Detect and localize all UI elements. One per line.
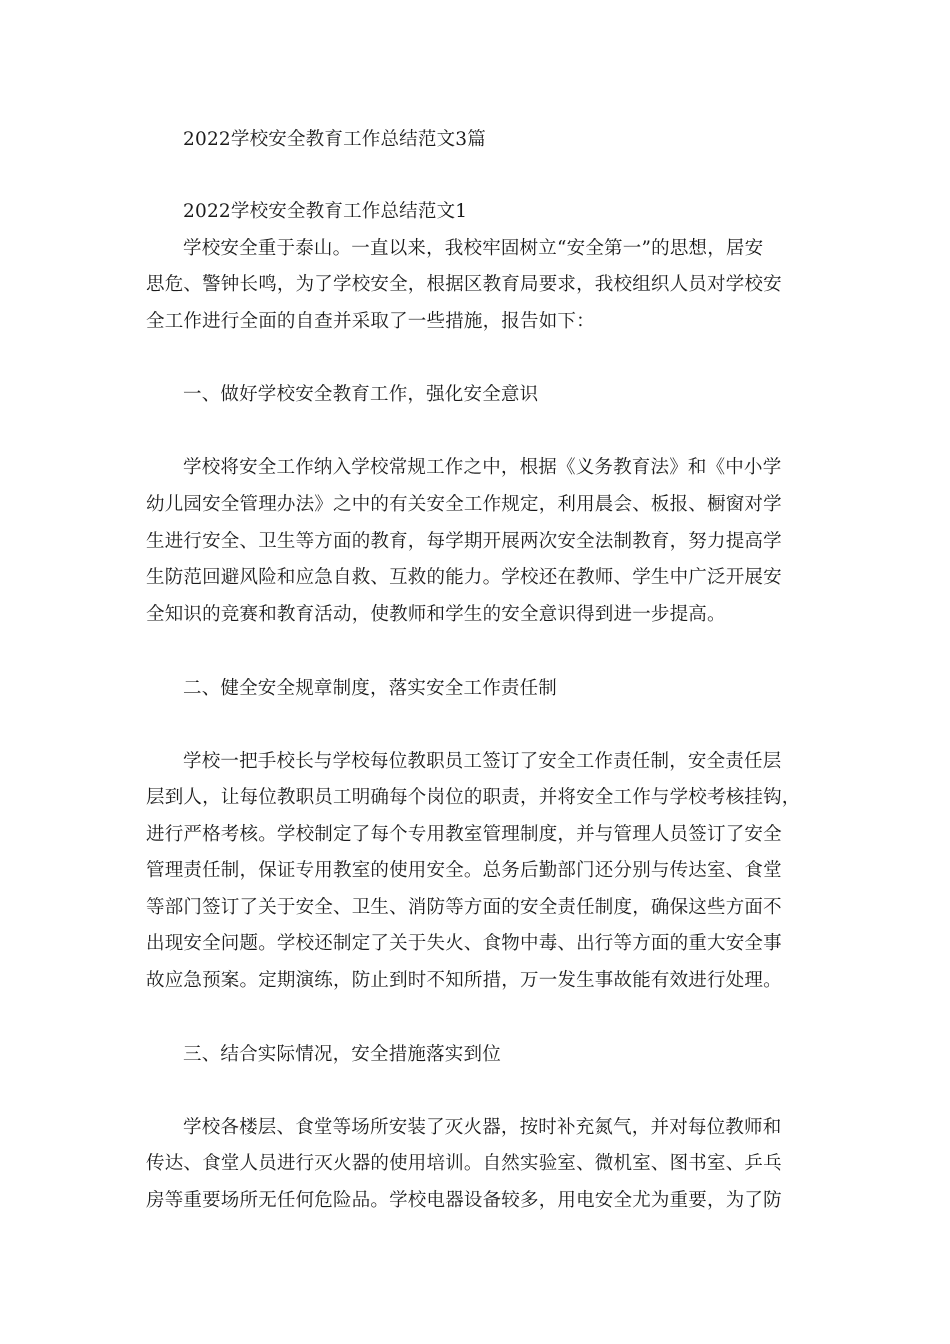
section-line: 幼儿园安全管理办法》之中的有关安全工作规定，利用晨会、板报、橱窗对学 [146, 494, 782, 515]
document-subtitle: 2022学校安全教育工作总结范文1 [183, 201, 468, 222]
section-line: 房等重要场所无任何危险品。学校电器设备较多，用电安全尤为重要，为了防 [146, 1190, 782, 1211]
section-line: 等部门签订了关于安全、卫生、消防等方面的安全责任制度，确保这些方面不 [146, 897, 782, 918]
intro-line: 思危、警钟长鸣，为了学校安全，根据区教育局要求，我校组织人员对学校安 [146, 274, 782, 295]
intro-line: 学校安全重于泰山。一直以来，我校牢固树立“安全第一”的思想，居安 [183, 238, 764, 259]
section-line: 进行严格考核。学校制定了每个专用教室管理制度，并与管理人员签订了安全 [146, 824, 782, 845]
section-line: 学校将安全工作纳入学校常规工作之中，根据《义务教育法》和《中小学 [183, 457, 782, 478]
section-line: 生防范回避风险和应急自救、互救的能力。学校还在教师、学生中广泛开展安 [146, 567, 782, 588]
section-line: 传达、食堂人员进行灭火器的使用培训。自然实验室、微机室、图书室、乒乓 [146, 1153, 782, 1174]
section-line: 出现安全问题。学校还制定了关于失火、食物中毒、出行等方面的重大安全事 [146, 933, 782, 954]
section-line: 学校各楼层、食堂等场所安装了灭火器，按时补充氮气，并对每位教师和 [183, 1117, 782, 1138]
section-line: 层到人，让每位教职员工明确每个岗位的职责，并将安全工作与学校考核挂钩， [146, 787, 801, 808]
section-line: 管理责任制，保证专用教室的使用安全。总务后勤部门还分别与传达室、食堂 [146, 860, 782, 881]
section-line: 生进行安全、卫生等方面的教育，每学期开展两次安全法制教育，努力提高学 [146, 531, 782, 552]
section-line: 故应急预案。定期演练，防止到时不知所措，万一发生事故能有效进行处理。 [146, 970, 782, 991]
section-line: 全知识的竞赛和教育活动，使教师和学生的安全意识得到进一步提高。 [146, 604, 726, 625]
document-title: 2022学校安全教育工作总结范文3篇 [183, 129, 486, 150]
section-line: 学校一把手校长与学校每位教职员工签订了安全工作责任制，安全责任层 [183, 751, 782, 772]
intro-line: 全工作进行全面的自查并采取了一些措施，报告如下： [146, 311, 595, 332]
section-heading: 三、结合实际情况，安全措施落实到位 [183, 1044, 501, 1065]
section-heading: 一、做好学校安全教育工作，强化安全意识 [183, 384, 539, 405]
section-heading: 二、健全安全规章制度，落实安全工作责任制 [183, 678, 558, 699]
